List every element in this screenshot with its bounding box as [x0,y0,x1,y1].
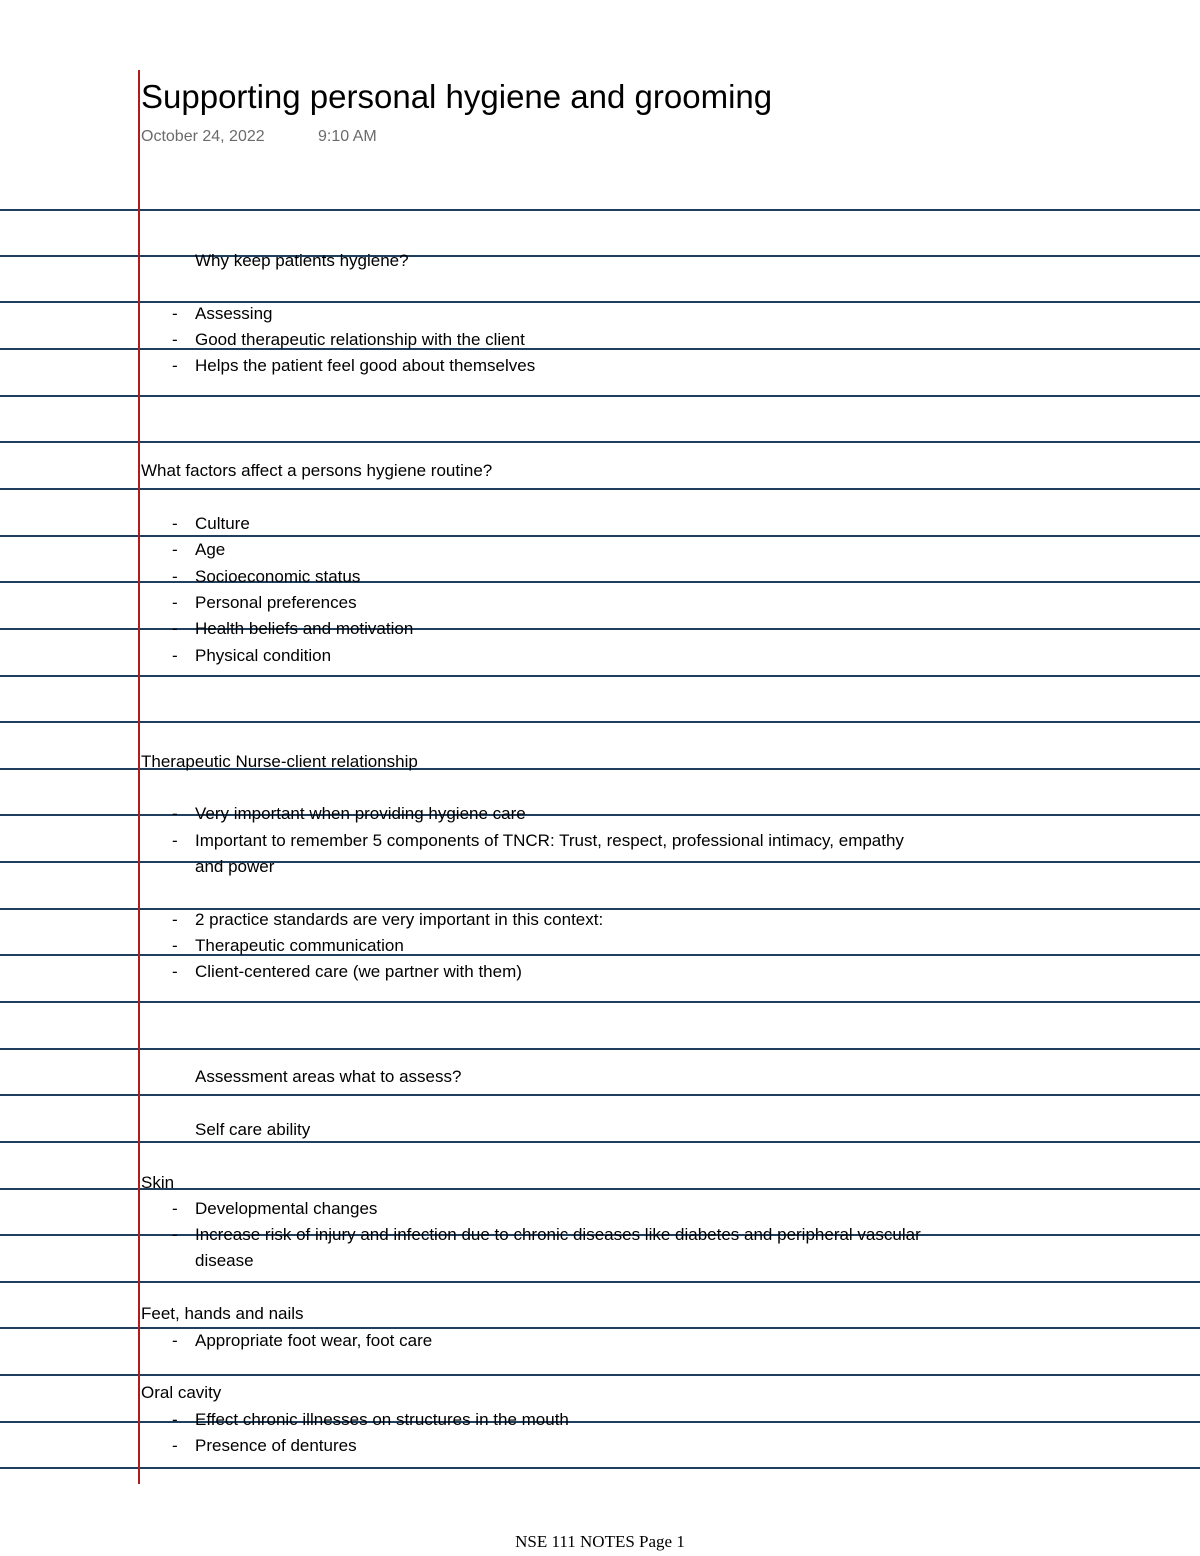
rule-line [0,1001,1200,1003]
list-dash: - [172,304,178,323]
list-item: Assessing [195,304,273,323]
list-dash: - [172,593,178,612]
rule-line [0,1281,1200,1283]
list-item-continuation: and power [195,857,275,876]
list-item-continuation: disease [195,1251,254,1270]
list-item: Socioeconomic status [195,567,361,586]
rule-line [0,1048,1200,1050]
list-item: Developmental changes [195,1199,378,1218]
rule-line [0,1141,1200,1143]
list-dash: - [172,831,178,850]
rule-line [0,348,1200,350]
list-item: Helps the patient feel good about themselves [195,356,536,375]
list-item: Age [195,540,226,559]
list-item: Client-centered care (we partner with them) [195,962,522,981]
rule-line [0,395,1200,397]
rule-line [0,535,1200,537]
list-dash: - [172,1225,178,1244]
rule-line [0,1327,1200,1329]
list-dash: - [172,567,178,586]
list-dash: - [172,540,178,559]
list-item: Presence of dentures [195,1436,357,1455]
rule-line [0,814,1200,816]
list-dash: - [172,962,178,981]
list-dash: - [172,646,178,665]
list-dash: - [172,804,178,823]
rule-line [0,1374,1200,1376]
list-item: Personal preferences [195,593,357,612]
rule-line [0,441,1200,443]
subheading: Feet, hands and nails [141,1304,304,1323]
subheading: Skin [141,1173,175,1192]
question-heading: What factors affect a persons hygiene routine? [141,461,493,480]
list-item: Appropriate foot wear, foot care [195,1331,433,1350]
list-dash: - [172,1436,178,1455]
list-item: Physical condition [195,646,332,665]
question-heading: Why keep patients hygiene? [195,251,409,270]
list-dash: - [172,330,178,349]
rule-line [0,301,1200,303]
subheading: Oral cavity [141,1383,222,1402]
note-time: 9:10 AM [318,128,377,145]
page-footer: NSE 111 NOTES Page 1 [515,1532,685,1551]
rule-line [0,209,1200,211]
list-dash: - [172,356,178,375]
list-item: Good therapeutic relationship with the client [195,330,525,349]
rule-line [0,1188,1200,1190]
rule-line [0,628,1200,630]
list-item: Therapeutic communication [195,936,404,955]
list-item: Very important when providing hygiene care [195,804,526,823]
list-dash: - [172,1199,178,1218]
note-date: October 24, 2022 [141,128,265,145]
subheading: Self care ability [195,1120,311,1139]
margin-line [138,70,140,1484]
list-item: Effect chronic illnesses on structures in the mouth [195,1410,569,1429]
question-heading: Assessment areas what to assess? [195,1067,462,1086]
section-heading: Therapeutic Nurse-client relationship [141,752,418,771]
list-dash: - [172,514,178,533]
list-item: Health beliefs and motivation [195,619,414,638]
page-title: Supporting personal hygiene and grooming [141,78,773,115]
list-item: Important to remember 5 components of TNCR: Trust, respect, professional intimacy, empathy [195,831,904,850]
list-item: 2 practice standards are very important in this context: [195,910,604,929]
list-item: Culture [195,514,250,533]
rule-line [0,255,1200,257]
rule-line [0,1421,1200,1423]
list-dash: - [172,936,178,955]
list-item: Increase risk of injury and infection due to chronic diseases like diabetes and peripheral vascular [195,1225,921,1244]
list-dash: - [172,619,178,638]
list-dash: - [172,910,178,929]
list-dash: - [172,1331,178,1350]
rule-line [0,581,1200,583]
rule-line [0,488,1200,490]
rule-line [0,721,1200,723]
rule-line [0,675,1200,677]
rule-line [0,861,1200,863]
list-dash: - [172,1410,178,1429]
rule-line [0,954,1200,956]
rule-line [0,1094,1200,1096]
rule-line [0,1467,1200,1469]
